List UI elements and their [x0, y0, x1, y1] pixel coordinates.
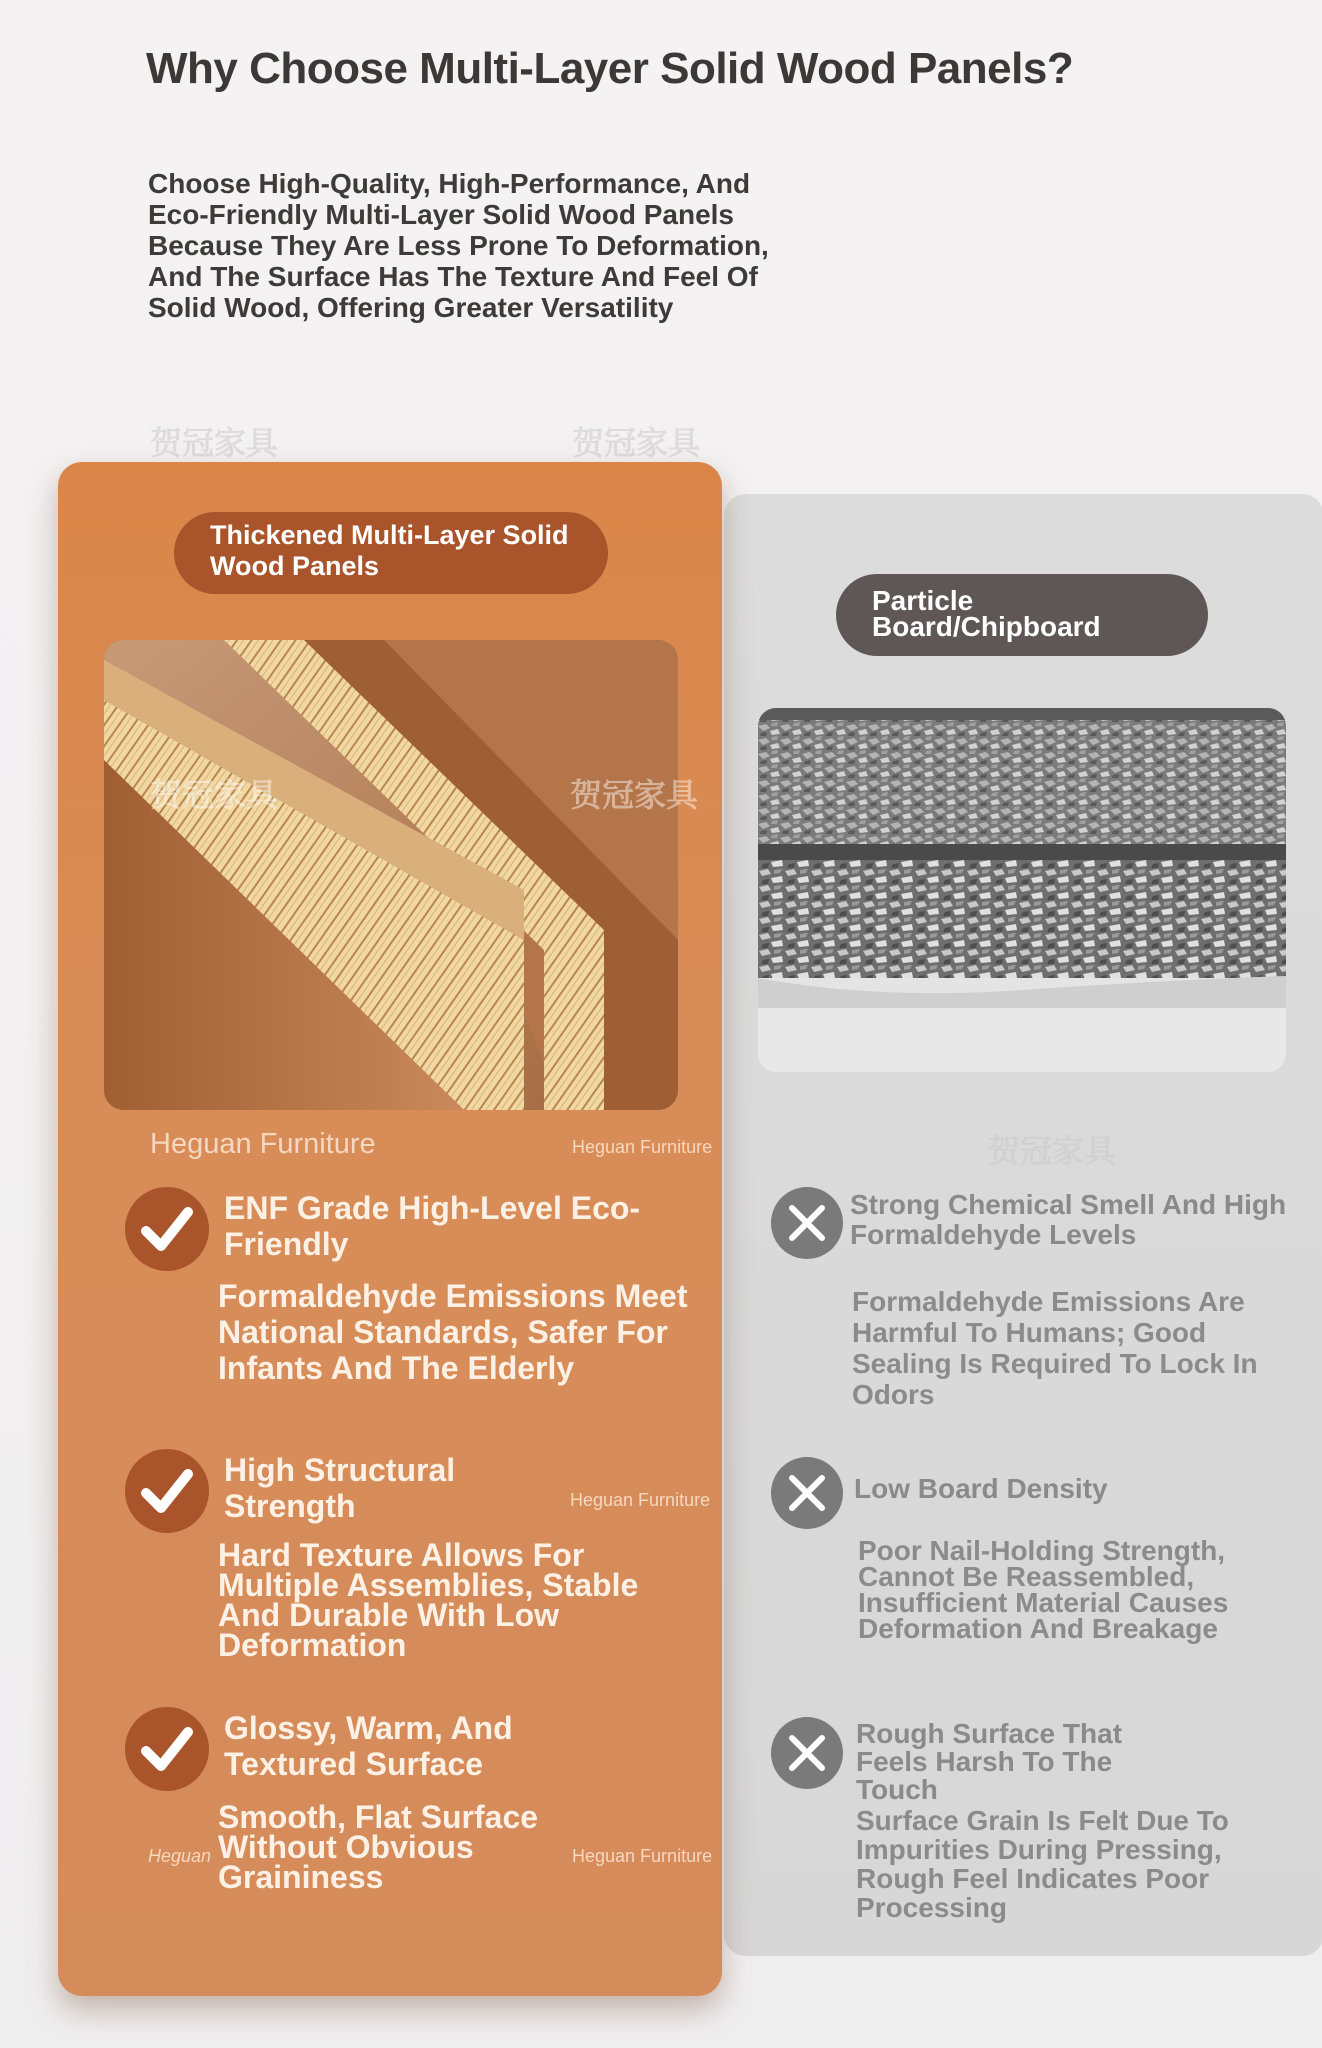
cross-icon	[770, 1716, 844, 1790]
multi-layer-plywood-edge-image	[104, 640, 678, 1110]
checkmark-icon	[124, 1448, 210, 1534]
feature-description: Formaldehyde Emissions Are Harmful To Humans; Good Sealing Is Required To Lock In Odors	[852, 1286, 1258, 1410]
brand-watermark: Heguan	[148, 1846, 212, 1866]
multi-layer-panel-label: Thickened Multi-Layer Solid Wood Panels	[174, 512, 608, 594]
cross-icon	[770, 1456, 844, 1530]
page-title: Why Choose Multi-Layer Solid Wood Panels?	[146, 44, 1074, 93]
watermark-cn: 贺冠家具	[150, 776, 279, 814]
cross-icon	[770, 1186, 844, 1260]
particle-board-cross-section-image	[758, 708, 1286, 1072]
brand-watermark: Heguan Furniture	[572, 1846, 713, 1866]
feature-title: Glossy, Warm, And Textured Surface	[224, 1710, 513, 1782]
plywood-photo	[104, 640, 678, 1110]
feature-description: Surface Grain Is Felt Due To Impurities During Pressing, Rough Feel Indicates Poor Processing	[856, 1805, 1229, 1923]
brand-watermark: Heguan Furniture	[572, 1137, 713, 1157]
feature-title: Strong Chemical Smell And High Formaldehyde Levels	[850, 1189, 1287, 1250]
feature-title: High Structural Strength	[224, 1452, 456, 1524]
watermark-cn: 贺冠家具	[988, 1132, 1117, 1170]
checkmark-icon	[124, 1186, 210, 1272]
feature-description: Poor Nail-Holding Strength, Cannot Be Reassembled, Insufficient Material Causes Deformation And Breakage	[858, 1535, 1229, 1644]
feature-title: Low Board Density	[854, 1473, 1108, 1504]
feature-description: Smooth, Flat Surface Without Obvious Graininess	[218, 1799, 539, 1895]
watermark-cn: 贺冠家具	[150, 424, 279, 462]
checkmark-icon	[124, 1706, 210, 1792]
intro-paragraph: Choose High-Quality, High-Performance, And Eco-Friendly Multi-Layer Solid Wood Panels Because They Are Less Prone To Deformation, And The Surface Has The Texture And Feel Of Solid Wood, Offering Greater Versatility	[148, 168, 769, 323]
watermark-cn: 贺冠家具	[572, 424, 701, 462]
feature-title: ENF Grade High-Level Eco-Friendly	[224, 1190, 641, 1262]
particle-board-label: Particle Board/Chipboard	[836, 574, 1208, 656]
feature-title: Rough Surface That Feels Harsh To The Touch	[856, 1718, 1123, 1805]
brand-watermark: Heguan Furniture	[570, 1490, 711, 1510]
brand-watermark: Heguan Furniture	[150, 1128, 376, 1160]
watermark-cn: 贺冠家具	[570, 776, 699, 814]
particle-board-photo	[758, 708, 1286, 1072]
feature-description: Formaldehyde Emissions Meet National Standards, Safer For Infants And The Elderly	[218, 1278, 688, 1386]
feature-description: Hard Texture Allows For Multiple Assemblies, Stable And Durable With Low Deformation	[218, 1537, 639, 1663]
